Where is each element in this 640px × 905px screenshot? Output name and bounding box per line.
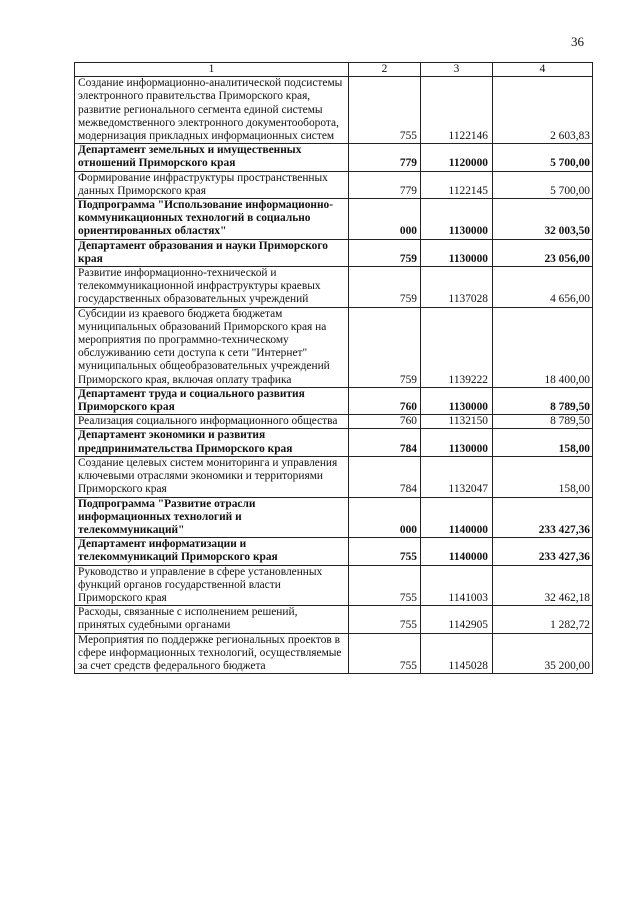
row-target-cell: 1141003 [421,565,493,606]
row-amount-cell: 2 603,83 [493,77,593,144]
row-name-cell: Развитие информационно-технической и телекоммуникационной инфраструктуры краевых государственных образовательных учреждений [75,267,349,308]
row-amount-cell: 35 200,00 [493,633,593,674]
row-target-cell: 1130000 [421,429,493,456]
row-target-cell: 1120000 [421,144,493,171]
row-name-cell: Реализация социального информационного общества [75,415,349,429]
row-amount-cell: 233 427,36 [493,497,593,538]
row-target-cell: 1132150 [421,415,493,429]
table-row [75,429,593,456]
row-amount-cell: 4 656,00 [493,267,593,308]
row-code-cell: 000 [349,199,421,240]
table-header-row [75,63,593,77]
row-target-cell: 1137028 [421,267,493,308]
row-code-cell: 759 [349,307,421,387]
row-target-cell: 1132047 [421,456,493,497]
row-amount-cell: 18 400,00 [493,307,593,387]
row-name-cell: Департамент экономики и развития предпринимательства Приморского края [75,429,349,456]
row-code-cell: 779 [349,171,421,198]
row-code-cell: 755 [349,538,421,565]
row-amount-cell: 5 700,00 [493,144,593,171]
table-row [75,199,593,240]
row-target-cell: 1140000 [421,538,493,565]
row-amount-cell: 158,00 [493,429,593,456]
row-name-cell: Субсидии из краевого бюджета бюджетам муниципальных образований Приморского края на мероприятия по программно-техническому обслуживанию сети доступа к сети "Интернет" муниципальных общеобразовательных учреждений Приморского края, включая оплату трафика [75,307,349,387]
table-row [75,497,593,538]
row-target-cell: 1122145 [421,171,493,198]
table-row [75,387,593,414]
row-name-cell: Департамент информатизации и телекоммуникаций Приморского края [75,538,349,565]
row-name-cell: Создание информационно-аналитической подсистемы электронного правительства Приморского края, развитие регионального сегмента единой системы межведомственного электронного документооборота, модернизация прикладных информационных систем [75,77,349,144]
row-code-cell: 759 [349,267,421,308]
row-target-cell: 1130000 [421,199,493,240]
row-code-cell: 784 [349,429,421,456]
row-code-cell: 759 [349,239,421,266]
row-code-cell: 755 [349,633,421,674]
table-row [75,456,593,497]
row-name-cell: Департамент земельных и имущественных отношений Приморского края [75,144,349,171]
row-target-cell: 1130000 [421,239,493,266]
row-code-cell: 760 [349,415,421,429]
table-row [75,144,593,171]
table-row [75,267,593,308]
row-amount-cell: 1 282,72 [493,606,593,633]
row-code-cell: 755 [349,606,421,633]
column-header-2: 2 [349,63,421,77]
column-header-1: 1 [75,63,349,77]
row-target-cell: 1142905 [421,606,493,633]
table-row [75,307,593,387]
row-amount-cell: 8 789,50 [493,415,593,429]
table-row [75,565,593,606]
row-amount-cell: 158,00 [493,456,593,497]
row-target-cell: 1139222 [421,307,493,387]
budget-table [74,62,593,674]
row-code-cell: 779 [349,144,421,171]
row-amount-cell: 32 003,50 [493,199,593,240]
row-code-cell: 755 [349,565,421,606]
table-row [75,606,593,633]
row-name-cell: Департамент образования и науки Приморского края [75,239,349,266]
row-name-cell: Мероприятия по поддержке региональных проектов в сфере информационных технологий, осуществляемые за счет средств федерального бюджета [75,633,349,674]
row-target-cell: 1145028 [421,633,493,674]
row-name-cell: Расходы, связанные с исполнением решений, принятых судебными органами [75,606,349,633]
row-name-cell: Департамент труда и социального развития Приморского края [75,387,349,414]
table-row [75,77,593,144]
row-target-cell: 1140000 [421,497,493,538]
row-amount-cell: 8 789,50 [493,387,593,414]
row-target-cell: 1130000 [421,387,493,414]
row-amount-cell: 5 700,00 [493,171,593,198]
row-name-cell: Руководство и управление в сфере установленных функций органов государственной власти Приморского края [75,565,349,606]
row-code-cell: 760 [349,387,421,414]
row-name-cell: Подпрограмма "Использование информационно-коммуникационных технологий в социально ориентированных областях" [75,199,349,240]
table-row [75,171,593,198]
page-number: 36 [571,34,584,49]
column-header-4: 4 [493,63,593,77]
column-header-3: 3 [421,63,493,77]
row-amount-cell: 23 056,00 [493,239,593,266]
row-code-cell: 755 [349,77,421,144]
row-code-cell: 000 [349,497,421,538]
row-code-cell: 784 [349,456,421,497]
row-amount-cell: 32 462,18 [493,565,593,606]
row-name-cell: Подпрограмма "Развитие отрасли информационных технологий и телекоммуникаций" [75,497,349,538]
row-name-cell: Создание целевых систем мониторинга и управления ключевыми отраслями экономики и территориями Приморского края [75,456,349,497]
table-row [75,633,593,674]
row-amount-cell: 233 427,36 [493,538,593,565]
row-target-cell: 1122146 [421,77,493,144]
table-row [75,239,593,266]
row-name-cell: Формирование инфраструктуры пространственных данных Приморского края [75,171,349,198]
table-row [75,538,593,565]
table-row [75,415,593,429]
